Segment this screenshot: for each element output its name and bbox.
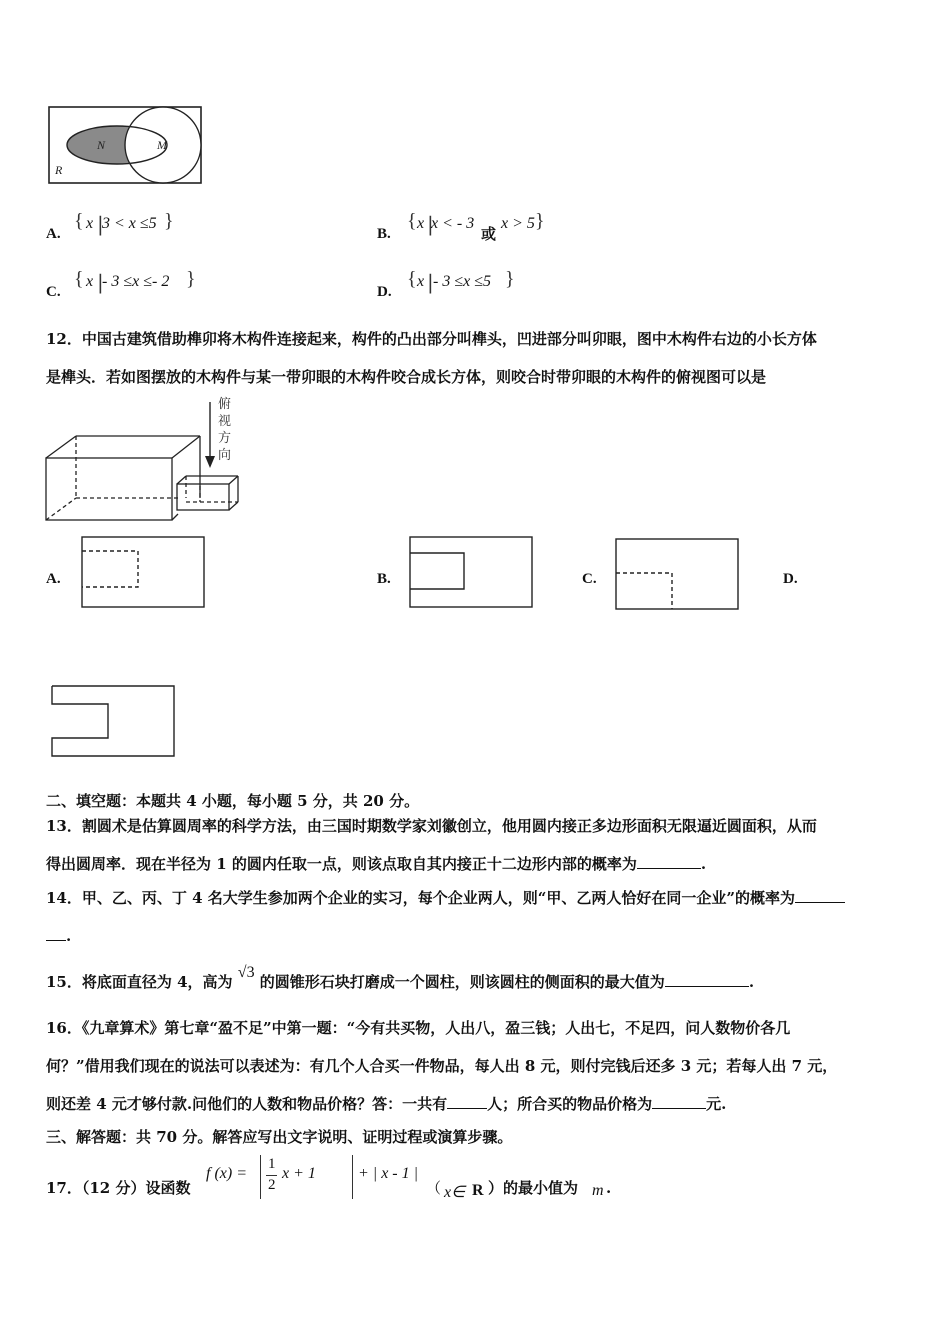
q16-line3b: 人；所合买的物品价格为 — [487, 1095, 653, 1113]
q15-pre: 15．将底面直径为 4，高为 — [46, 973, 233, 991]
q12-text-line1: 12．中国古建筑借助榫卯将木构件连接起来，构件的凸出部分叫榫头，凹进部分叫卯眼，图中木构件右边的小长方体 — [46, 330, 817, 348]
set-var: x — [86, 273, 94, 290]
set-condition: 3 < x ≤5 — [102, 215, 157, 232]
q15-end: . — [748, 973, 755, 991]
set-var: x — [86, 215, 94, 232]
q16-line3a: 则还差 4 元才够付款.问他们的人数和物品价格？答：一共有 — [46, 1095, 448, 1113]
q17-domain: x∈ — [444, 1184, 466, 1201]
q13-end: . — [700, 855, 707, 873]
answer-blank[interactable] — [665, 972, 749, 987]
q17-abs-term: + | x - 1 | — [358, 1165, 419, 1182]
set-var: x — [417, 215, 425, 232]
view-direction-label — [218, 396, 234, 464]
q17-R: R — [472, 1182, 484, 1199]
mortise-tenon-figure — [40, 394, 280, 526]
q13-text: 得出圆周率．现在半径为 1 的圆内任取一点，则该点取自其内接正十二边形内部的概率为 — [46, 855, 637, 873]
q14-text-line2 — [46, 926, 71, 946]
q12-option-c-letter: C. — [582, 571, 597, 587]
q12-option-a-figure — [80, 535, 208, 611]
q14-text: 14．甲、乙、丙、丁 4 名大学生参加两个企业的实习，每个企业两人，则“甲、乙两人恰好在同一企业”的概率为 — [46, 889, 796, 907]
set-var: x — [417, 273, 425, 290]
q12-option-d-letter: D. — [783, 571, 798, 587]
q17-fraction-den: 2 — [268, 1177, 276, 1193]
option-letter: C. — [46, 284, 61, 300]
q17-fx: f (x) = — [206, 1165, 247, 1182]
view-dir-char: 视 — [218, 414, 232, 429]
set-condition-1: x < - 3 — [431, 215, 475, 232]
venn-label-R: R — [55, 163, 63, 177]
q17-x-plus-1: x + 1 — [282, 1165, 316, 1182]
q17-pre: 17．（12 分）设函数 — [46, 1179, 191, 1197]
q16-text-line3 — [46, 1094, 726, 1114]
q17-fraction-num: 1 — [268, 1156, 276, 1172]
option-letter: A. — [46, 226, 61, 242]
q13-text-line2 — [46, 854, 706, 874]
q16-text-line2: 何？”借用我们现在的说法可以表述为：有几个人合买一件物品，每人出 8 元，则付完钱后还多 3 元；若每人出 7 元， — [46, 1057, 838, 1075]
q16-text-line1: 16．《九章算术》第七章“盈不足”中第一题：“今有共买物，人出八，盈三钱；人出七，不足四，问人数物价各几 — [46, 1019, 791, 1037]
q15-post: 的圆锥形石块打磨成一个圆柱，则该圆柱的侧面积的最大值为 — [259, 973, 665, 991]
or-word: 或 — [481, 225, 497, 243]
view-dir-char: 方 — [218, 431, 232, 446]
option-letter: D. — [377, 284, 392, 300]
answer-blank-cont[interactable] — [46, 926, 66, 941]
view-dir-char: 向 — [218, 448, 232, 463]
q12-option-a-letter: A. — [46, 571, 61, 587]
venn-label-M: M — [157, 138, 167, 152]
q14-text-line1 — [46, 888, 845, 908]
q12-option-d-figure — [48, 684, 180, 760]
q12-option-b-figure — [408, 535, 536, 611]
view-dir-char: 俯 — [218, 397, 232, 412]
sqrt-3: √3 — [237, 964, 255, 981]
set-condition-2: x > 5 — [501, 215, 535, 232]
answer-blank-people[interactable] — [447, 1094, 487, 1109]
venn-diagram — [45, 104, 207, 188]
set-condition: - 3 ≤x ≤- 2 — [102, 273, 170, 290]
answer-blank[interactable] — [637, 854, 701, 869]
q17-paren-close: ）的最小值为 — [488, 1179, 579, 1197]
set-condition: - 3 ≤x ≤5 — [433, 273, 491, 290]
q17-m: m — [592, 1182, 604, 1199]
answer-blank[interactable] — [795, 888, 845, 903]
q15-text — [46, 964, 755, 993]
q17-end: . — [606, 1179, 612, 1197]
q17-paren-open: （ — [426, 1179, 442, 1197]
venn-label-N: N — [97, 138, 106, 152]
q12-option-b-letter: B. — [377, 571, 391, 587]
answer-blank-price[interactable] — [652, 1094, 706, 1109]
q14-end: . — [66, 927, 72, 945]
q12-text-line2: 是榫头．若如图摆放的木构件与某一带卯眼的木构件咬合成长方体，则咬合时带卯眼的木构件的俯视图可以是 — [46, 368, 767, 386]
q17 — [46, 1155, 646, 1205]
q12-option-c-figure — [614, 537, 742, 613]
q16-line3c: 元. — [706, 1095, 727, 1113]
q13-text-line1: 13．割圆术是估算圆周率的科学方法，由三国时期数学家刘徽创立，他用圆内接正多边形面积无限逼近圆面积，从而 — [46, 817, 817, 835]
section-3-heading: 三、解答题：共 70 分。解答应写出文字说明、证明过程或演算步骤。 — [46, 1128, 513, 1146]
option-letter: B. — [377, 226, 391, 242]
section-2-heading: 二、填空题：本题共 4 小题，每小题 5 分，共 20 分。 — [46, 792, 420, 810]
